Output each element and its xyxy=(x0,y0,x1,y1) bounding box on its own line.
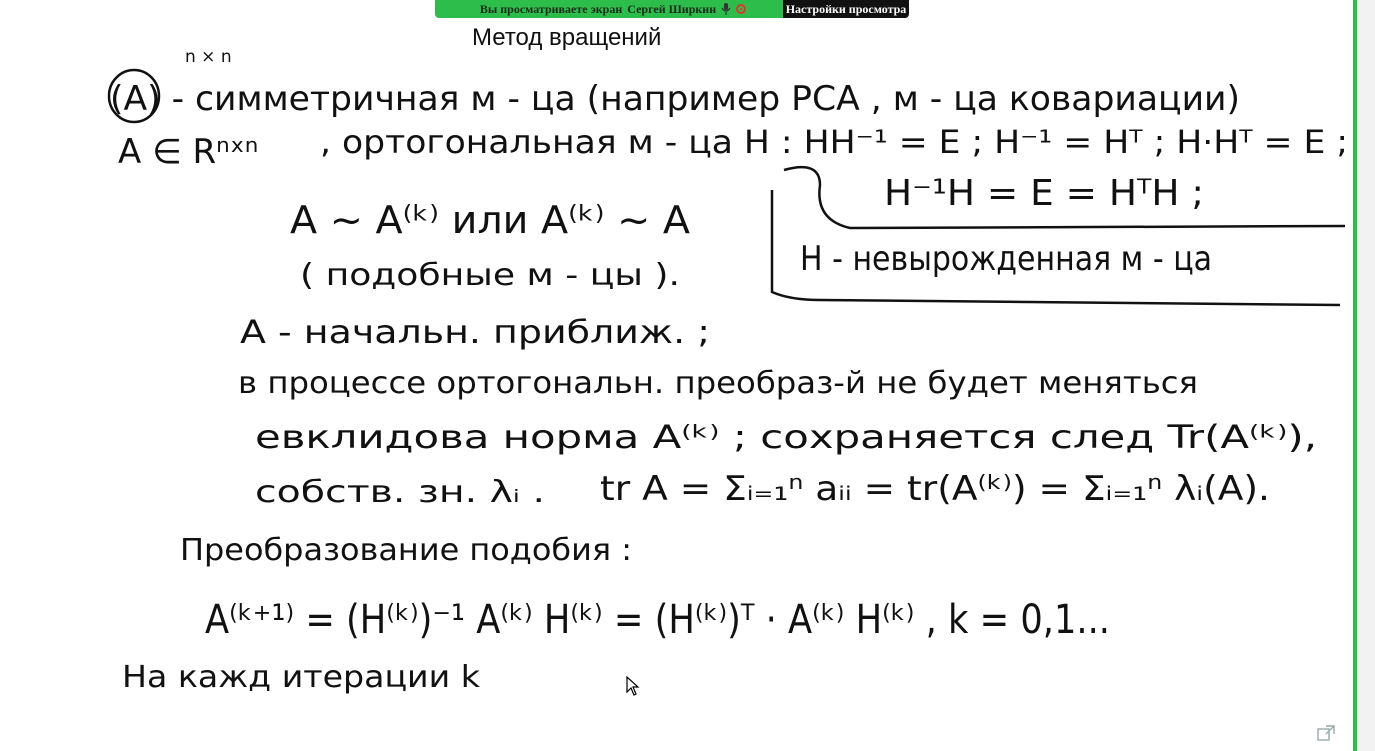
note-line-3-right: H⁻¹H = E = HᵀH ; xyxy=(884,173,1204,214)
note-line-1: (A) - симметричная м - ца (например PCA , м - ца ковариации) xyxy=(110,79,1240,119)
note-trace-formula: tr A = Σᵢ₌₁ⁿ aᵢᵢ = tr(A⁽ᵏ⁾) = Σᵢ₌₁ⁿ λᵢ(A). xyxy=(600,469,1270,509)
view-options-button[interactable]: Настройки просмотра xyxy=(783,0,909,18)
note-process-1: в процессе ортогональн. преобраз-й не будет меняться xyxy=(238,366,1198,401)
note-box-text: H - невырожденная м - ца xyxy=(800,239,1212,279)
note-nxn: n × n xyxy=(185,47,232,67)
note-transform-title: Преобразование подобия : xyxy=(180,533,632,568)
page-title: Метод вращений xyxy=(472,24,662,51)
note-eigen: собств. зн. λᵢ . xyxy=(255,475,545,510)
share-status-text: Вы просматриваете экран xyxy=(479,1,623,16)
window-edge xyxy=(1353,0,1375,751)
presenter-name: Сергей Ширкин xyxy=(627,1,717,16)
note-initial: A - начальн. приближ. ; xyxy=(240,313,710,351)
pop-out-icon[interactable] xyxy=(1317,725,1335,741)
note-line-2b: , ортогональная м - ца H : HH⁻¹ = E ; H⁻¹ = Hᵀ ; H·Hᵀ = E ; xyxy=(320,123,1348,161)
note-similar: A ~ A⁽ᵏ⁾ или A⁽ᵏ⁾ ~ A xyxy=(290,198,690,242)
note-similar-note: ( подобные м - цы ). xyxy=(300,258,680,293)
note-transform-formula: A⁽ᵏ⁺¹⁾ = (H⁽ᵏ⁾)⁻¹ A⁽ᵏ⁾ H⁽ᵏ⁾ = (H⁽ᵏ⁾)ᵀ · A⁽ᵏ⁾ H⁽ᵏ⁾ , k = 0,1... xyxy=(205,597,1110,643)
mouse-cursor-icon xyxy=(626,676,640,696)
note-process-2: евклидова норма A⁽ᵏ⁾ ; сохраняется след Tr(A⁽ᵏ⁾), xyxy=(255,418,1317,456)
note-line-2a: A ∈ Rⁿˣⁿ xyxy=(118,132,259,172)
note-last-line: На кажд итерации k xyxy=(122,660,481,695)
